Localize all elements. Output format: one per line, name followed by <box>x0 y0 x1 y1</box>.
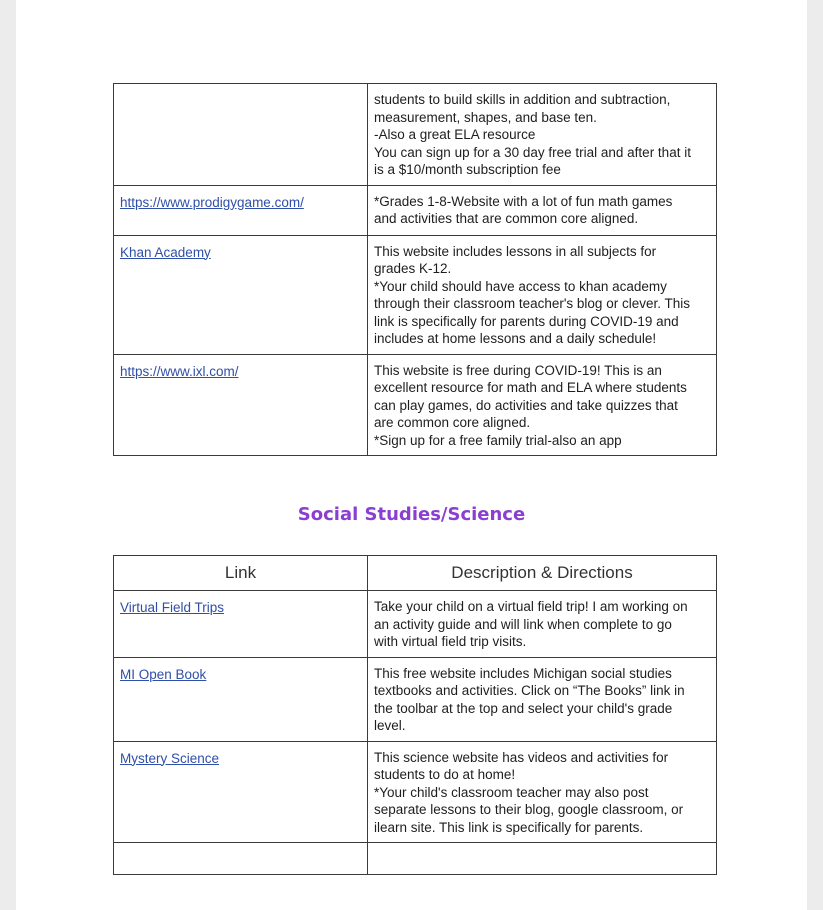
description-line: *Grades 1-8-Website with a lot of fun math games <box>374 193 673 209</box>
description-line: -Also a great ELA resource <box>374 127 536 142</box>
link-cell <box>114 591 368 658</box>
description-cell <box>368 741 717 843</box>
social-studies-science-table <box>113 555 717 875</box>
description-line: separate lessons to their blog, google classroom, or <box>374 802 684 817</box>
description-line: *Your child's classroom teacher may also post <box>374 784 649 800</box>
description-line: through their classroom teacher's blog or clever. This <box>374 296 690 311</box>
link-cell <box>114 657 368 741</box>
description-line: the toolbar at the top and select your child's grade <box>374 700 673 716</box>
description-line: students to do at home! <box>374 767 516 782</box>
mi-open-book-link[interactable]: MI Open Book <box>120 666 207 682</box>
link-cell <box>114 84 368 186</box>
description-line: Take your child on a virtual field trip! I am working on <box>374 599 688 614</box>
link-cell <box>114 843 368 875</box>
description-line: This free website includes Michigan social studies <box>374 665 672 681</box>
description-cell <box>368 591 717 658</box>
description-cell <box>368 843 717 875</box>
description-line: excellent resource for math and ELA where students <box>374 380 687 395</box>
table-row <box>114 84 717 186</box>
virtual-field-trips-link[interactable]: Virtual Field Trips <box>120 600 225 615</box>
khan-academy-link[interactable]: Khan Academy <box>120 244 211 260</box>
link-cell <box>114 354 368 456</box>
description-cell <box>368 235 717 354</box>
description-line: are common core aligned. <box>374 415 531 430</box>
link-cell <box>114 235 368 354</box>
description-line: ilearn site. This link is specifically for parents. <box>374 819 644 835</box>
description-cell <box>368 185 717 235</box>
description-line: includes at home lessons and a daily schedule! <box>374 331 657 346</box>
description-line: students to build skills in addition and subtraction, <box>374 92 671 107</box>
section-title: Social Studies/Science <box>297 504 526 525</box>
link-cell <box>114 741 368 843</box>
description-line: an activity guide and will link when complete to go <box>374 616 672 632</box>
table-row <box>114 591 717 658</box>
description-cell <box>368 84 717 186</box>
description-line: This website includes lessons in all subjects for <box>374 243 657 259</box>
description-line: link is specifically for parents during COVID-19 and <box>374 313 679 329</box>
description-line: is a $10/month subscription fee <box>374 162 561 177</box>
document-page <box>16 0 807 910</box>
description-cell <box>368 354 717 456</box>
description-line: This science website has videos and activities for <box>374 749 669 765</box>
math-resources-table <box>113 83 717 456</box>
description-line: with virtual field trip visits. <box>374 634 527 649</box>
column-header-description: Description & Directions <box>368 556 717 591</box>
description-line: *Your child should have access to khan academy <box>374 278 667 294</box>
description-line: grades K-12. <box>374 261 452 276</box>
description-line: You can sign up for a 30 day free trial and after that it <box>374 144 691 160</box>
ixl-link[interactable]: https://www.ixl.com/ <box>120 363 239 379</box>
header-row <box>114 556 717 591</box>
table-row <box>114 235 717 354</box>
link-cell <box>114 185 368 235</box>
table-row <box>114 741 717 843</box>
description-line: measurement, shapes, and base ten. <box>374 109 597 125</box>
description-line: This website is free during COVID-19! This is an <box>374 362 662 378</box>
prodigy-link[interactable]: https://www.prodigygame.com/ <box>120 194 304 210</box>
table-row <box>114 354 717 456</box>
description-line: *Sign up for a free family trial-also an app <box>374 432 622 448</box>
description-line: can play games, do activities and take quizzes that <box>374 397 678 413</box>
table-row <box>114 657 717 741</box>
table-row <box>114 843 717 875</box>
description-cell <box>368 657 717 741</box>
description-line: level. <box>374 718 406 733</box>
mystery-science-link[interactable]: Mystery Science <box>120 750 220 766</box>
table-row <box>114 185 717 235</box>
description-line: and activities that are common core aligned. <box>374 211 639 226</box>
description-line: textbooks and activities. Click on “The Books” link in <box>374 683 685 698</box>
column-header-link: Link <box>114 556 368 591</box>
